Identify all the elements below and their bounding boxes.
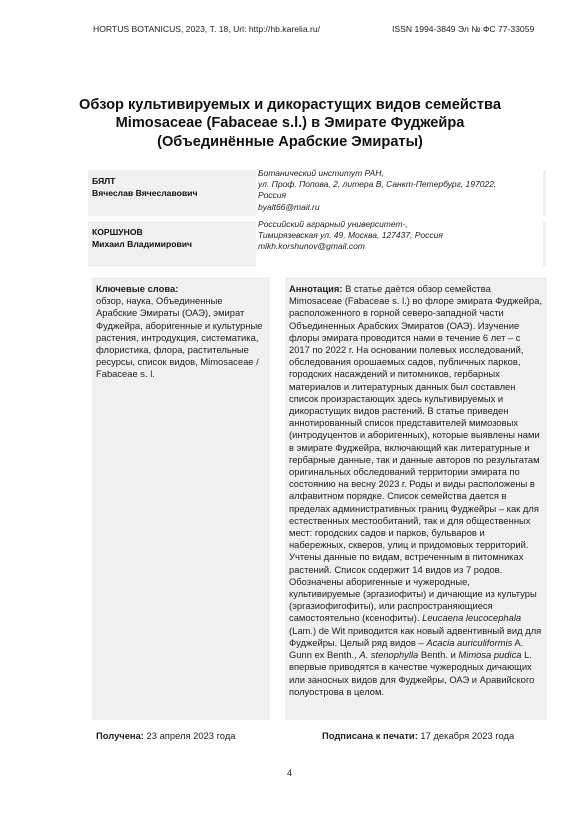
issn-header: ISSN 1994-3849 Эл № ФС 77-33059 [392, 24, 535, 34]
author-affiliation [256, 168, 543, 218]
abstract-part: (Lam.) de Wit приводится как новый адвентивный вид для Фуджейры. Целый ряд видов – [289, 624, 542, 648]
affiliation-line: Российский аграрный университет-, [258, 219, 408, 229]
keywords-label: Ключевые слова: [96, 283, 179, 294]
affiliation-line: Россия [258, 190, 287, 201]
signed-date [322, 730, 514, 741]
abstract-panel [285, 277, 547, 720]
journal-header: HORTUS BOTANICUS, 2023, Т. 18, Url: http://hb.karelia.ru/ [93, 24, 321, 34]
abstract-part: A. Gunn ex Benth., [289, 636, 524, 661]
abstract-text [289, 283, 543, 698]
signed-label: Подписана к печати: [322, 730, 418, 741]
page-number: 4 [286, 768, 292, 778]
author-given-name: Михаил Владимирович [92, 238, 193, 249]
affiliation-line: ул. Проф. Попова, 2, литера В, Санкт-Петербург, 197022, [258, 179, 497, 190]
received-label: Получена: [96, 730, 144, 741]
author-surname: БЯЛТ [92, 176, 116, 186]
species-name: Mimosa pudica [458, 649, 522, 661]
signed-value: 17 декабря 2023 года [417, 730, 515, 741]
species-name: Leucaena leucocephala [422, 612, 522, 624]
author-name [92, 176, 197, 199]
author-email[interactable]: byalt66@mail.ru [258, 201, 320, 212]
abstract-part: Benth. и [418, 649, 459, 661]
title-line: (Объединённые Арабские Эмираты) [157, 133, 423, 150]
abstract-part: L. впервые приводятся в качестве чужеродных дичающих или заносных видов для Фуджейры, ОАЭ и Аравийского полуострова в целом. [289, 649, 535, 697]
author-email[interactable]: mikh.korshunov@gmail.com [258, 241, 365, 252]
received-value: 23 апреля 2023 года [143, 730, 236, 741]
author-given-name: Вячеслав Вячеславович [92, 187, 198, 198]
title-line: Обзор культивируемых и дикорастущих видов семейства [79, 97, 501, 113]
author-surname: КОРШУНОВ [92, 227, 143, 237]
author-affiliation [256, 219, 543, 269]
keywords-panel [92, 277, 270, 720]
title-line: Mimosaceae (Fabaceae s.l.) в Эмирате Фуджейра [115, 115, 465, 132]
abstract-label: Аннотация: [289, 283, 343, 294]
received-date [96, 730, 236, 741]
author-name [92, 227, 192, 250]
affiliation-line: Ботанический институт РАН, [258, 168, 384, 178]
keywords-text: обзор, наука, Объединенные Арабские Эмираты (ОАЭ), эмират Фуджейра, аборигенные и культурные растения, интродукция, систематика, флористика, флора, растительные ресурсы, список видов, Mimosaceae / Fabaceae s. l. [96, 295, 263, 380]
abstract-part: В статье даётся обзор семейства Mimosaceae (Fabaceae s. l.) во флоре эмирата Фуджейра, расположенного в горной северо-западной части Объединенных Арабских Эмиратов (ОАЭ). Изучение флоры эмирата проводится нами в течение 6 лет – с 2017 по 2022 г. На основании полевых исследований, обследования орошаемых садов, публичных парков, городских насаждений и питомников, гербарных материалов и литературных данных был составлен список произрастающих здесь культивируемых и дикорастущих видов растений. В статье приведен аннотированный список представителей мимозовых (интродуцентов и аборигенных), которые выявлены нами в эмирате Фуджейра, включающий как литературные и гербарные данные, так и данные авторов по результатам оригинальных обследований территории эмирата по состоянию на весну 2023 г. Роды и виды расположены в алфавитном порядке. Список семейства дается в пределах административных границ Фуджейры – как для естественных местообитаний, так и для общественных мест: городских садов и парков, бульваров и набережных, скверов, улиц и придомовых территорий. Учтены данные по видам, встреченным в питомниках растений. Список содержит 14 видов из 7 родов. Обозначены аборигенные и чужеродные, культивируемые (эргазиофиты) и дичающие из культуры (эргазиофигофиты), или распространяющиеся самостоятельно (ксенофиты). [289, 283, 542, 624]
author-block [88, 170, 546, 216]
species-name: Acacia auriculiformis [426, 636, 513, 648]
species-name: A. stenophylla [359, 649, 419, 661]
author-block [88, 221, 546, 267]
affiliation-line: Тимирязевская ул. 49, Москва, 127437, Россия [258, 230, 443, 241]
article-title [60, 96, 520, 151]
